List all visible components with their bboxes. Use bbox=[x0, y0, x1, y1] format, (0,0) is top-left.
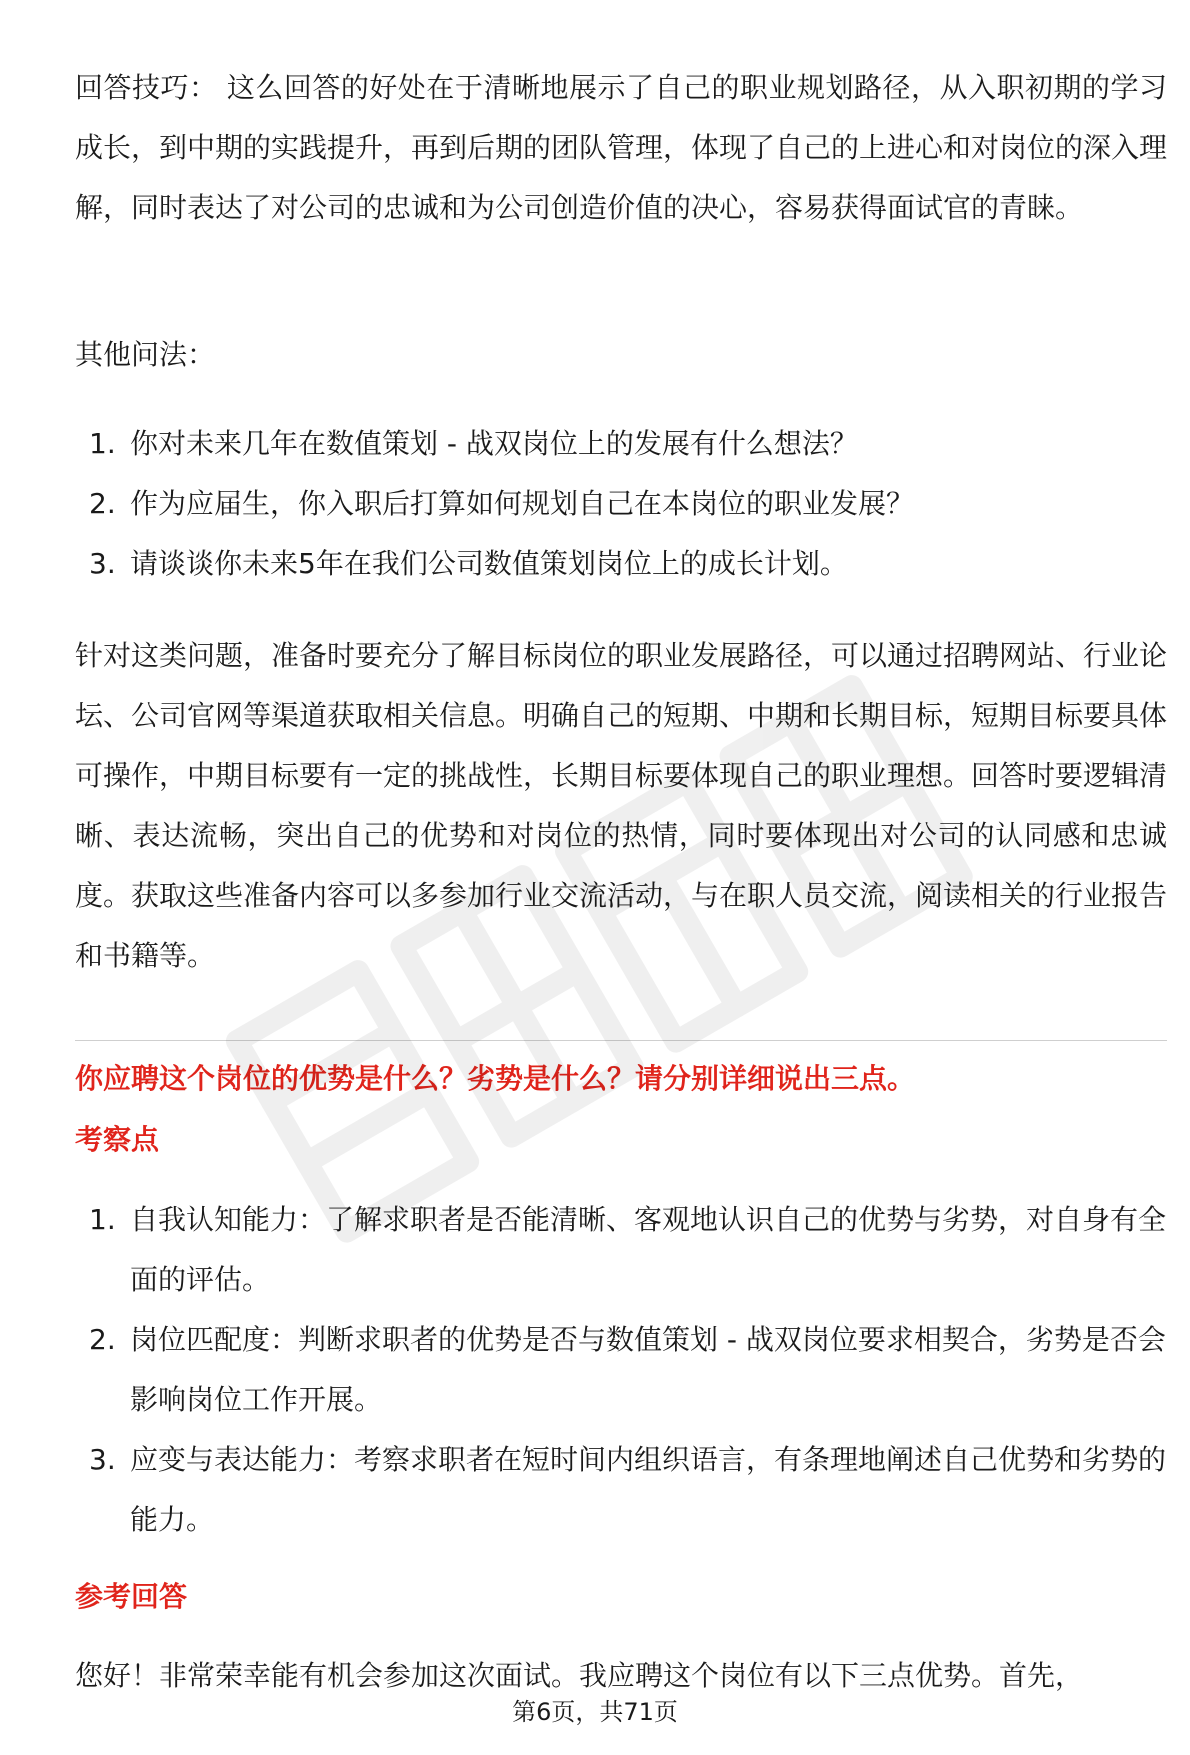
list-item bbox=[75, 534, 1167, 594]
list-number: 3. bbox=[89, 547, 116, 580]
list-number: 2. bbox=[89, 487, 116, 520]
page-footer: 第6页，共71页 bbox=[512, 1698, 678, 1726]
list-item bbox=[75, 414, 1167, 474]
list-number: 2. bbox=[89, 1323, 116, 1356]
answer-tips-paragraph: 回答技巧： 这么回答的好处在于清晰地展示了自己的职业规划路径，从入职初期的学习成长，到中期的实践提升，再到后期的团队管理，体现了自己的上进心和对岗位的深入理解，同时表达了对公司的忠诚和为公司创造价值的决心，容易获得面试官的青睐。 bbox=[75, 71, 1168, 224]
question-title: 你应聘这个岗位的优势是什么？劣势是什么？请分别详细说出三点。 bbox=[75, 1062, 916, 1095]
other-questions-list bbox=[75, 414, 1167, 594]
list-item bbox=[75, 1190, 1167, 1310]
list-text: 应变与表达能力：考察求职者在短时间内组织语言，有条理地阐述自己优势和劣势的能力。 bbox=[130, 1443, 1167, 1536]
reference-answer-paragraph: 您好！非常荣幸能有机会参加这次面试。我应聘这个岗位有以下三点优势。首先， bbox=[75, 1659, 1084, 1692]
list-item bbox=[75, 1310, 1167, 1430]
list-number: 1. bbox=[89, 1203, 116, 1236]
list-item bbox=[75, 1430, 1167, 1550]
list-text: 岗位匹配度：判断求职者的优势是否与数值策划 - 战双岗位要求相契合，劣势是否会影响岗位工作开展。 bbox=[130, 1323, 1166, 1416]
section-divider bbox=[75, 1040, 1167, 1041]
reference-heading: 参考回答 bbox=[75, 1580, 188, 1613]
list-text: 自我认知能力：了解求职者是否能清晰、客观地认识自己的优势与劣势，对自身有全面的评估。 bbox=[130, 1203, 1167, 1296]
prep-advice-paragraph: 针对这类问题，准备时要充分了解目标岗位的职业发展路径，可以通过招聘网站、行业论坛、公司官网等渠道获取相关信息。明确自己的短期、中期和长期目标，短期目标要具体可操作，中期目标要有一定的挑战性，长期目标要体现自己的职业理想。回答时要逻辑清晰、表达流畅，突出自己的优势和对岗位的热情，同时要体现出对公司的认同感和忠诚度。获取这些准备内容可以多参加行业交流活动，与在职人员交流，阅读相关的行业报告和书籍等。 bbox=[75, 639, 1168, 972]
assessment-list bbox=[75, 1190, 1167, 1550]
list-number: 3. bbox=[89, 1443, 116, 1476]
assessment-heading: 考察点 bbox=[75, 1123, 160, 1156]
list-text: 请谈谈你未来5年在我们公司数值策划岗位上的成长计划。 bbox=[130, 547, 848, 580]
list-item bbox=[75, 474, 1167, 534]
other-questions-heading: 其他问法： bbox=[75, 338, 216, 371]
list-text: 作为应届生，你入职后打算如何规划自己在本岗位的职业发展？ bbox=[130, 487, 915, 520]
list-text: 你对未来几年在数值策划 - 战双岗位上的发展有什么想法？ bbox=[130, 427, 858, 460]
list-number: 1. bbox=[89, 427, 116, 460]
